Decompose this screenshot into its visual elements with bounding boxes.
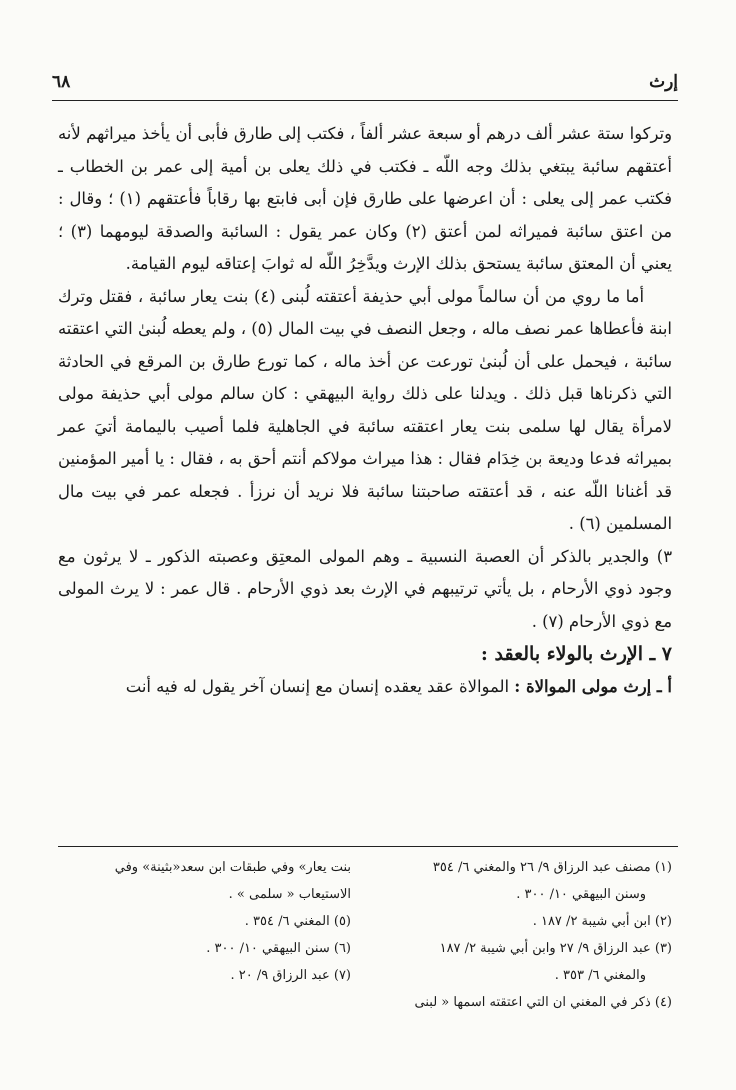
main-text [58, 118, 672, 703]
footnote-continuation: بنت يعار» وفي طبقات ابن سعد«بثينة» وفي [114, 860, 351, 875]
footnote-continuation: الاستيعاب « سلمى » . [228, 887, 351, 902]
footnote: (١) مصنف عبد الرزاق ٩/ ٢٦ والمغني ٦/ ٣٥٤ [432, 860, 672, 875]
footnote: (٥) المغني ٦/ ٣٥٤ . [244, 914, 351, 929]
paragraph: ٣) والجدير بالذكر أن العصبة النسبية ـ وهم المولى المعتِق وعصبته الذكور ـ لا يرثون مع وجود ذوي الأرحام ، بل يأتي ترتيبهم في الإرث بعد ذوي الأرحام . قال عمر : لا يرث المولى مع ذوي الأرحام (٧) . [58, 546, 672, 631]
footnote: (٢) ابن أبي شيبة ٢/ ١٨٧ . [532, 914, 672, 929]
running-title: إرث [649, 72, 678, 92]
footnote-continuation: وسنن البيهقي ١٠/ ٣٠٠ . [516, 887, 646, 902]
header-divider [52, 100, 678, 101]
paragraph: وتركوا ستة عشر ألف درهم أو سبعة عشر ألفاً ، فكتب إلى طارق فأبى أن يأخذ ميراثهم لأنه أعتقهم سائبة يبتغي بذلك وجه اللّه ـ فكتب في ذلك يعلى بن أمية إلى عمر بن الخطاب ـ فكتب عمر إلى يعلى : أن اعرضها على طارق فإن أبى فابتع بها رقاباً فأعتقهم (١) ؛ وقال : من اعتق سائبة فميراثه لمن أعتق (٢) وكان عمر يقول : السائبة والصدقة ليومهما (٣) ؛ يعني أن المعتق سائبة يستحق بذلك الإرث ويدَّخِرُ اللّه له ثوابَ إعتاقه ليوم القيامة. [58, 124, 672, 273]
footnote: (٤) ذكر في المغني ان التي اعتقته اسمها « لبنى [414, 995, 672, 1010]
footnotes [58, 854, 672, 1016]
paragraph: أما ما روي من أن سالماً مولى أبي حذيفة أعتقته لُبنى (٤) بنت يعار سائبة ، فقتل وترك ابنة فأعطاها عمر نصف ماله ، وجعل النصف في بيت المال (٥) ، ولم يعطه لُبنىٰ التي اعتقته سائبة ، فيحمل على أن لُبنىٰ تورعت عن أخذ ماله ، كما تورع طارق بن المرقع في الحادثة التي ذكرناها قبل ذلك . ويدلنا على ذلك رواية البيهقي : كان سالم مولى أبي حذيفة مولى لامرأة يقال لها سلمى بنت يعار اعتقته سائبة في الجاهلية فلما أصيب باليمامة أتيَ عمر بميراثه فدعا وديعة بن خِدَام فقال : هذا ميراث مولاكم أنتم أحق به ، فقال : يا أمير المؤمنين قد أغنانا اللّه عنه ، قد أعتقته صاحبتنا سائبة فلا نريد أن نرزأ . فجعله عمر في بيت مال المسلمين (٦) . [58, 286, 672, 533]
footnote: (٦) سنن البيهقي ١٠/ ٣٠٠ . [206, 941, 351, 956]
sub-item-lead: أ ـ إرث مولى الموالاة : [514, 676, 672, 696]
sub-item-text: الموالاة عقد يعقده إنسان مع إنسان آخر يقول له فيه أنت [125, 676, 510, 696]
footnote-continuation: والمغني ٦/ ٣٥٣ . [554, 968, 646, 983]
sub-item [58, 671, 672, 704]
page-header [52, 72, 678, 98]
footnote: (٣) عبد الرزاق ٩/ ٢٧ وابن أبي شيبة ٢/ ١٨٧ [439, 941, 672, 956]
section-heading: ٧ ـ الإرث بالولاء بالعقد : [480, 643, 672, 665]
footnote: (٧) عبد الرزاق ٩/ ٢٠ . [230, 968, 351, 983]
page-number: ٦٨ [52, 72, 71, 92]
footnotes-column-right [379, 854, 672, 1016]
footnote-divider [58, 846, 678, 847]
footnotes-column-left [58, 854, 351, 1016]
